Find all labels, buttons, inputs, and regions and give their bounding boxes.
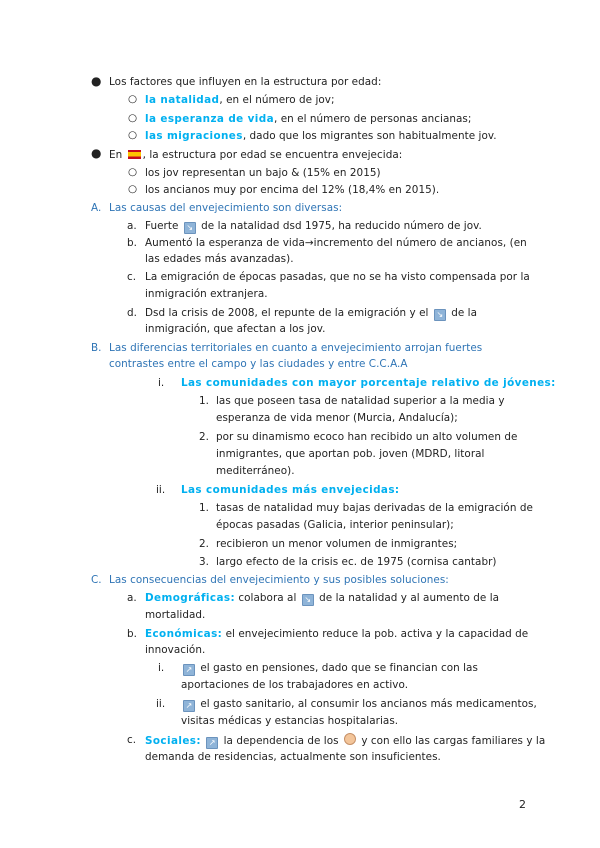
consecuencia-c-l1 [145,733,545,749]
causa-d-pre: Dsd la crisis de 2008, el repunte de la emigración y el [145,307,429,319]
jovenes-2-l2: inmigrantes, que aportan pob. joven (MDRD, litoral [216,448,485,460]
sub-bullet: ○ [128,112,138,124]
sanitario-l2: visitas médicas y estancias hospitalarias. [181,715,399,727]
sanitario-l1 [181,697,537,712]
consecuencia-a-l1 [145,591,499,606]
envejecidas-3: largo efecto de la crisis ec. de 1975 (cornisa cantabr) [216,556,497,568]
espana-pre: En [109,149,123,161]
list-marker: 1. [199,502,210,514]
causa-c-l2: inmigración extranjera. [145,288,268,300]
jovenes-1-l2: esperanza de vida menor (Murcia, Andalucía); [216,412,458,424]
consecuencia-c-l2: demanda de residencias, actualmente son insuficientes. [145,751,441,763]
causa-c-l1: La emigración de épocas pasadas, que no se ha visto compensada por la [145,271,530,283]
list-marker: a. [127,220,137,232]
consecuencia-a-l2: mortalidad. [145,609,206,621]
consecuencia-b-l2: innovación. [145,644,206,656]
causa-d-post: de la [451,307,477,319]
espana-post: , la estructura por edad se encuentra envejecida: [142,149,403,161]
pensiones-text: el gasto en pensiones, dado que se financian con las [200,662,478,674]
list-marker: 1. [199,395,210,407]
espana-ancianos: los ancianos muy por encima del 12% (18,4% en 2015). [145,184,440,196]
spain-flag-icon [128,150,141,159]
section-a-marker: A. [91,202,102,214]
espana-line [109,148,402,162]
factor-natalidad [145,93,335,107]
causa-d-l2: inmigración, que afectan a los jov. [145,323,326,335]
factor-text: , dado que los migrantes son habitualmente jov. [242,130,497,142]
causa-d-l1 [145,306,477,321]
roman-marker: ii. [156,484,166,496]
pensiones-l2: aportaciones de los trabajadores en activo. [181,679,409,691]
sub-bullet: ○ [128,183,138,195]
envejecidas-1-l2: épocas pasadas (Galicia, interior peninsular); [216,519,454,531]
list-marker: c. [127,734,137,746]
roman-marker: i. [158,377,165,389]
highlight-label: la natalidad [145,94,220,106]
up-arrow-icon: ↗ [183,664,195,676]
factores-intro: Los factores que influyen en la estructura por edad: [109,76,382,88]
consecuencia-a-pre: colabora al [238,592,297,604]
espana-jov: los jov representan un bajo & (15% en 2015) [145,167,381,179]
section-a-title: Las causas del envejecimiento son diversas: [109,202,343,214]
consecuencia-b-rest: el envejecimiento reduce la pob. activa y la capacidad de [225,628,529,640]
list-marker: b. [127,628,137,640]
section-c-marker: C. [91,574,102,586]
jovenes-heading: Las comunidades con mayor porcentaje relativo de jóvenes: [181,377,556,389]
sanitario-text: el gasto sanitario, al consumir los ancianos más medicamentos, [200,698,537,710]
list-marker: a. [127,592,137,604]
sub-bullet: ○ [128,166,138,178]
section-b-title-l1: Las diferencias territoriales en cuanto a envejecimiento arrojan fuertes [109,342,483,354]
section-c-title: Las consecuencias del envejecimiento y sus posibles soluciones: [109,574,449,586]
jovenes-1-l1: las que poseen tasa de natalidad superior a la media y [216,395,505,407]
sub-bullet: ○ [128,93,138,105]
pensiones-l1 [181,661,478,676]
causa-b-l2: las edades más avanzadas). [145,253,294,265]
envejecidas-1-l1: tasas de natalidad muy bajas derivadas de la emigración de [216,502,533,514]
bullet-dot: ● [91,74,102,88]
up-arrow-icon: ↗ [206,737,218,749]
envejecidas-2: recibieron un menor volumen de inmigrantes; [216,538,458,550]
highlight-label: Económicas: [145,628,223,640]
bullet-dot: ● [91,146,102,160]
highlight-label: Sociales: [145,735,201,747]
roman-marker: ii. [156,698,166,710]
causa-a-pre: Fuerte [145,220,179,232]
list-marker: 2. [199,431,210,443]
up-arrow-icon: ↗ [183,700,195,712]
consecuencia-c-pre: la dependencia de los [223,735,339,747]
factor-esperanza [145,112,471,126]
down-arrow-icon: ↘ [184,222,196,234]
consecuencia-b-l1 [145,627,528,641]
list-marker: d. [127,307,137,319]
jovenes-2-l1: por su dinamismo ecoco han recibido un alto volumen de [216,431,518,443]
factor-migraciones [145,129,497,143]
list-marker: b. [127,237,137,249]
highlight-label: la esperanza de vida [145,113,275,125]
list-marker: 2. [199,538,210,550]
consecuencia-c-post: y con ello las cargas familiares y la [361,735,546,747]
envejecidas-heading: Las comunidades más envejecidas: [181,484,400,496]
older-person-icon [344,733,356,745]
sub-bullet: ○ [128,129,138,141]
factor-text: , en el número de personas ancianas; [274,113,472,125]
causa-a [145,219,482,234]
page-number: 2 [519,798,526,811]
list-marker: c. [127,271,137,283]
section-b-marker: B. [91,342,102,354]
causa-a-post: de la natalidad dsd 1975, ha reducido número de jov. [201,220,482,232]
jovenes-2-l3: mediterráneo). [216,465,295,477]
down-arrow-icon: ↘ [434,309,446,321]
factor-text: , en el número de jov; [219,94,335,106]
consecuencia-a-post: de la natalidad y al aumento de la [319,592,500,604]
roman-marker: i. [158,662,165,674]
down-arrow-icon: ↘ [302,594,314,606]
list-marker: 3. [199,556,210,568]
causa-b-l1: Aumentó la esperanza de vida→incremento del número de ancianos, (en [145,237,527,249]
highlight-label: las migraciones [145,130,243,142]
highlight-label: Demográficas: [145,592,236,604]
section-b-title-l2: contrastes entre el campo y las ciudades y entre C.C.A.A [109,358,408,370]
